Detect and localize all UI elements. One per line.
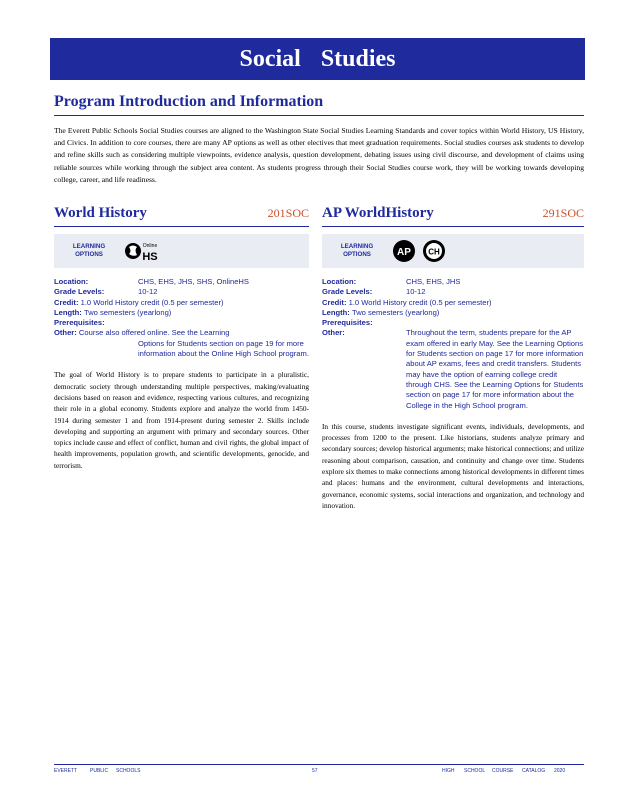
intro-body: The Everett Public Schools Social Studies courses are aligned to the Washington State Social Studies Learning Standards and cover topics within World History, US History, and Civics. In addition to core courses, there are many AP options as well as other electives that meet graduation requirements. Social studies courses ask students to develop and refine skills such as considering multiple viewpoints, evidence analysis, question development, debating issues using civil discourse, and development of claims using reliable sources while working through the subject area content. As students progress through their Social Studies course work, they will be working towards developing college, career, and life readiness.: [54, 126, 584, 184]
svg-text:Online: Online: [142, 243, 158, 249]
location-value: CHS, EHS, JHS: [406, 277, 461, 286]
prerequisites-label: Prerequisites:: [54, 318, 105, 328]
footer-text: EVERETT: [54, 768, 78, 774]
footer-text: 2020: [554, 768, 566, 774]
other-value: Throughout the term, students prepare for the AP exam offered in early May. See the Learning Options for Students section on page 17 for more information about AP exams, fees and credit transfers. Students may have the option of earning college credit through CHS. See the Learning Options for Students section on page 17 for more information about the College in the High School program.: [406, 328, 584, 410]
page-banner: [50, 38, 585, 80]
footer-text: COURSE: [492, 768, 514, 774]
other-label: Other:: [54, 328, 77, 338]
svg-text:AP: AP: [397, 247, 411, 258]
course-info: [322, 277, 584, 411]
credit-label: Credit:: [322, 297, 347, 307]
footer-text: CATALOG: [522, 768, 546, 774]
location-label: Location:: [322, 277, 357, 286]
location-value: CHS, EHS, JHS, SHS, OnlineHS: [138, 277, 249, 286]
other-label: Other:: [322, 328, 345, 338]
learning-options-label: LEARNING OPTIONS: [340, 243, 374, 258]
grade-value: 10-12: [406, 287, 426, 297]
page-footer: [54, 764, 584, 779]
banner-title: Social Studies: [239, 45, 396, 72]
course-description: In this course, students investigate significant events, individuals, developments, and processes from 1200 to the present. Like historians, students analyze primary and secondary sources; develop historical arguments; make historical connections; and utilize reasoning about comparison, causation, and continuity and change over time. Students explore six themes to make connections among historical developments in different times and places: humans and the environment, cultural developments and interactions, governance, economic systems, social interactions and organization, and technology and innovation.: [322, 421, 584, 510]
world-history-section: [54, 205, 309, 471]
ap-world-history-header: [322, 205, 584, 227]
learning-options-box: [54, 234, 309, 268]
length-value: Two semesters (yearlong): [83, 307, 172, 317]
length-value: Two semesters (yearlong): [351, 307, 440, 317]
online-hs-icon: [124, 238, 160, 264]
course-title: World History: [54, 205, 147, 221]
footer-text: HIGH: [442, 768, 455, 774]
learning-options-box: [322, 234, 584, 268]
course-info: [54, 277, 309, 359]
grade-label: Grade Levels:: [322, 287, 373, 297]
length-label: Length:: [54, 307, 82, 317]
course-code: 201SOC: [267, 206, 309, 220]
learning-options-label: LEARNING OPTIONS: [72, 243, 106, 258]
ap-icon: [392, 239, 416, 263]
location-label: Location:: [54, 277, 89, 286]
course-code: 291SOC: [542, 206, 584, 220]
credit-value: 1.0 World History credit (0.5 per semester): [348, 297, 492, 307]
footer-text: PUBLIC: [90, 768, 109, 774]
grade-value: 10-12: [138, 287, 158, 297]
college-in-the-high-school-icon: [422, 239, 446, 263]
credit-label: Credit:: [54, 297, 79, 307]
footer-text: SCHOOLS: [116, 768, 141, 774]
footer-text: SCHOOL: [464, 768, 486, 774]
ap-world-history-section: [322, 205, 584, 511]
course-title: AP WorldHistory: [322, 205, 434, 221]
course-description: The goal of World History is to prepare students to participate in a pluralistic, democratic society through understanding multiple perspectives, making/evaluating decisions based on reason and evidence, respecting various cultures, and recognizing their role in a global economy. Students explore and analyze the world from 1450-1914 during semester 1 and from 1914-present during semester 2. Skills include developing and supporting an argument with primary and secondary sources. Other topics include cause and effect of conflict, human and civil rights, the global impact of health improvements, population growth, and scientific developments, genocide, and terrorism.: [54, 370, 309, 470]
other-value-continued: Options for Students section on page 19 for more information about the Online High School program.: [138, 338, 309, 359]
credit-value: 1.0 World History credit (0.5 per semester): [80, 297, 224, 307]
length-label: Length:: [322, 307, 350, 317]
intro-title: Program Introduction and Information: [54, 93, 584, 116]
world-history-header: [54, 205, 309, 227]
grade-label: Grade Levels:: [54, 287, 105, 297]
prerequisites-label: Prerequisites:: [322, 318, 373, 328]
svg-text:HS: HS: [142, 251, 158, 263]
page-number: 57: [312, 768, 318, 774]
other-value: Course also offered online. See the Learning: [78, 328, 230, 338]
svg-text:CH: CH: [428, 247, 440, 257]
